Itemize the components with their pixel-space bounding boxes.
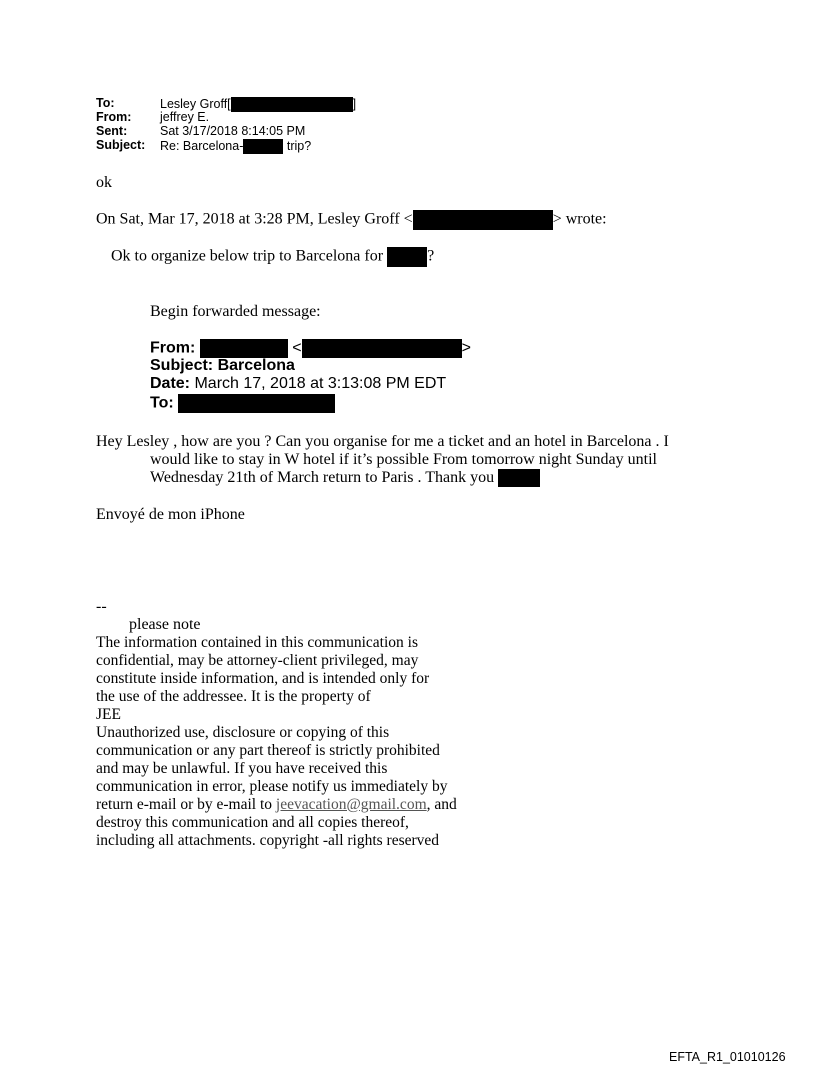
redaction-block bbox=[498, 469, 540, 487]
redaction-block bbox=[413, 210, 553, 230]
disclaimer-line: constitute inside information, and is intended only for bbox=[96, 670, 430, 687]
disclaimer-note: please note bbox=[129, 616, 201, 633]
redaction-block bbox=[231, 97, 353, 112]
forwarded-date: Date: March 17, 2018 at 3:13:08 PM EDT bbox=[150, 375, 447, 392]
reply-text: ok bbox=[96, 174, 112, 191]
subject-value: Re: Barcelona- trip? bbox=[160, 138, 312, 153]
forwarded-begin: Begin forwarded message: bbox=[150, 303, 321, 320]
disclaimer-email-line: return e-mail or by e-mail to jeevacation@gmail.com, and bbox=[96, 796, 457, 813]
email-link[interactable]: jeevacation@gmail.com bbox=[275, 796, 427, 813]
disclaimer-line: and may be unlawful. If you have received this bbox=[96, 760, 388, 777]
disclaimer-line: the use of the addressee. It is the property of bbox=[96, 688, 371, 705]
quoted-request: Ok to organize below trip to Barcelona for ? bbox=[111, 247, 434, 267]
device-signature: Envoyé de mon iPhone bbox=[96, 506, 245, 523]
forwarded-subject: Subject: Barcelona bbox=[150, 357, 295, 374]
disclaimer-line: confidential, may be attorney-client privileged, may bbox=[96, 652, 419, 669]
disclaimer-line: communication or any part thereof is strictly prohibited bbox=[96, 742, 440, 759]
to-label: To: bbox=[96, 96, 115, 110]
sent-label: Sent: bbox=[96, 124, 128, 138]
to-value: Lesley Groff[ ] bbox=[160, 96, 357, 111]
message-line: Hey Lesley , how are you ? Can you organise for me a ticket and an hotel in Barcelona . I bbox=[96, 433, 669, 450]
disclaimer-line: communication in error, please notify us immediately by bbox=[96, 778, 448, 795]
from-label: From: bbox=[96, 110, 132, 124]
message-line: would like to stay in W hotel if it’s possible From tomorrow night Sunday until bbox=[150, 451, 657, 468]
redaction-block bbox=[178, 394, 335, 413]
disclaimer-line: including all attachments. copyright -all rights reserved bbox=[96, 832, 440, 849]
document-id: EFTA_R1_01010126 bbox=[669, 1050, 786, 1064]
disclaimer-text bbox=[96, 634, 516, 850]
disclaimer-line: destroy this communication and all copies thereof, bbox=[96, 814, 409, 831]
message-line: Wednesday 21th of March return to Paris . Thank you bbox=[96, 469, 669, 487]
redaction-block bbox=[302, 339, 462, 358]
redaction-block bbox=[200, 339, 288, 358]
redaction-block bbox=[387, 247, 427, 267]
signature-separator: -- bbox=[96, 598, 107, 615]
disclaimer-line: JEE bbox=[96, 706, 121, 723]
quote-intro: On Sat, Mar 17, 2018 at 3:28 PM, Lesley Groff < > wrote: bbox=[96, 210, 607, 230]
from-value: jeffrey E. bbox=[160, 110, 210, 124]
message-body bbox=[96, 433, 669, 487]
forwarded-from: From: < > bbox=[150, 339, 471, 357]
forwarded-to: To: bbox=[150, 394, 335, 413]
subject-label: Subject: bbox=[96, 138, 146, 152]
sent-value: Sat 3/17/2018 8:14:05 PM bbox=[160, 124, 306, 138]
redaction-block bbox=[243, 139, 283, 154]
disclaimer-line: The information contained in this communication is bbox=[96, 634, 418, 651]
disclaimer-line: Unauthorized use, disclosure or copying of this bbox=[96, 724, 390, 741]
